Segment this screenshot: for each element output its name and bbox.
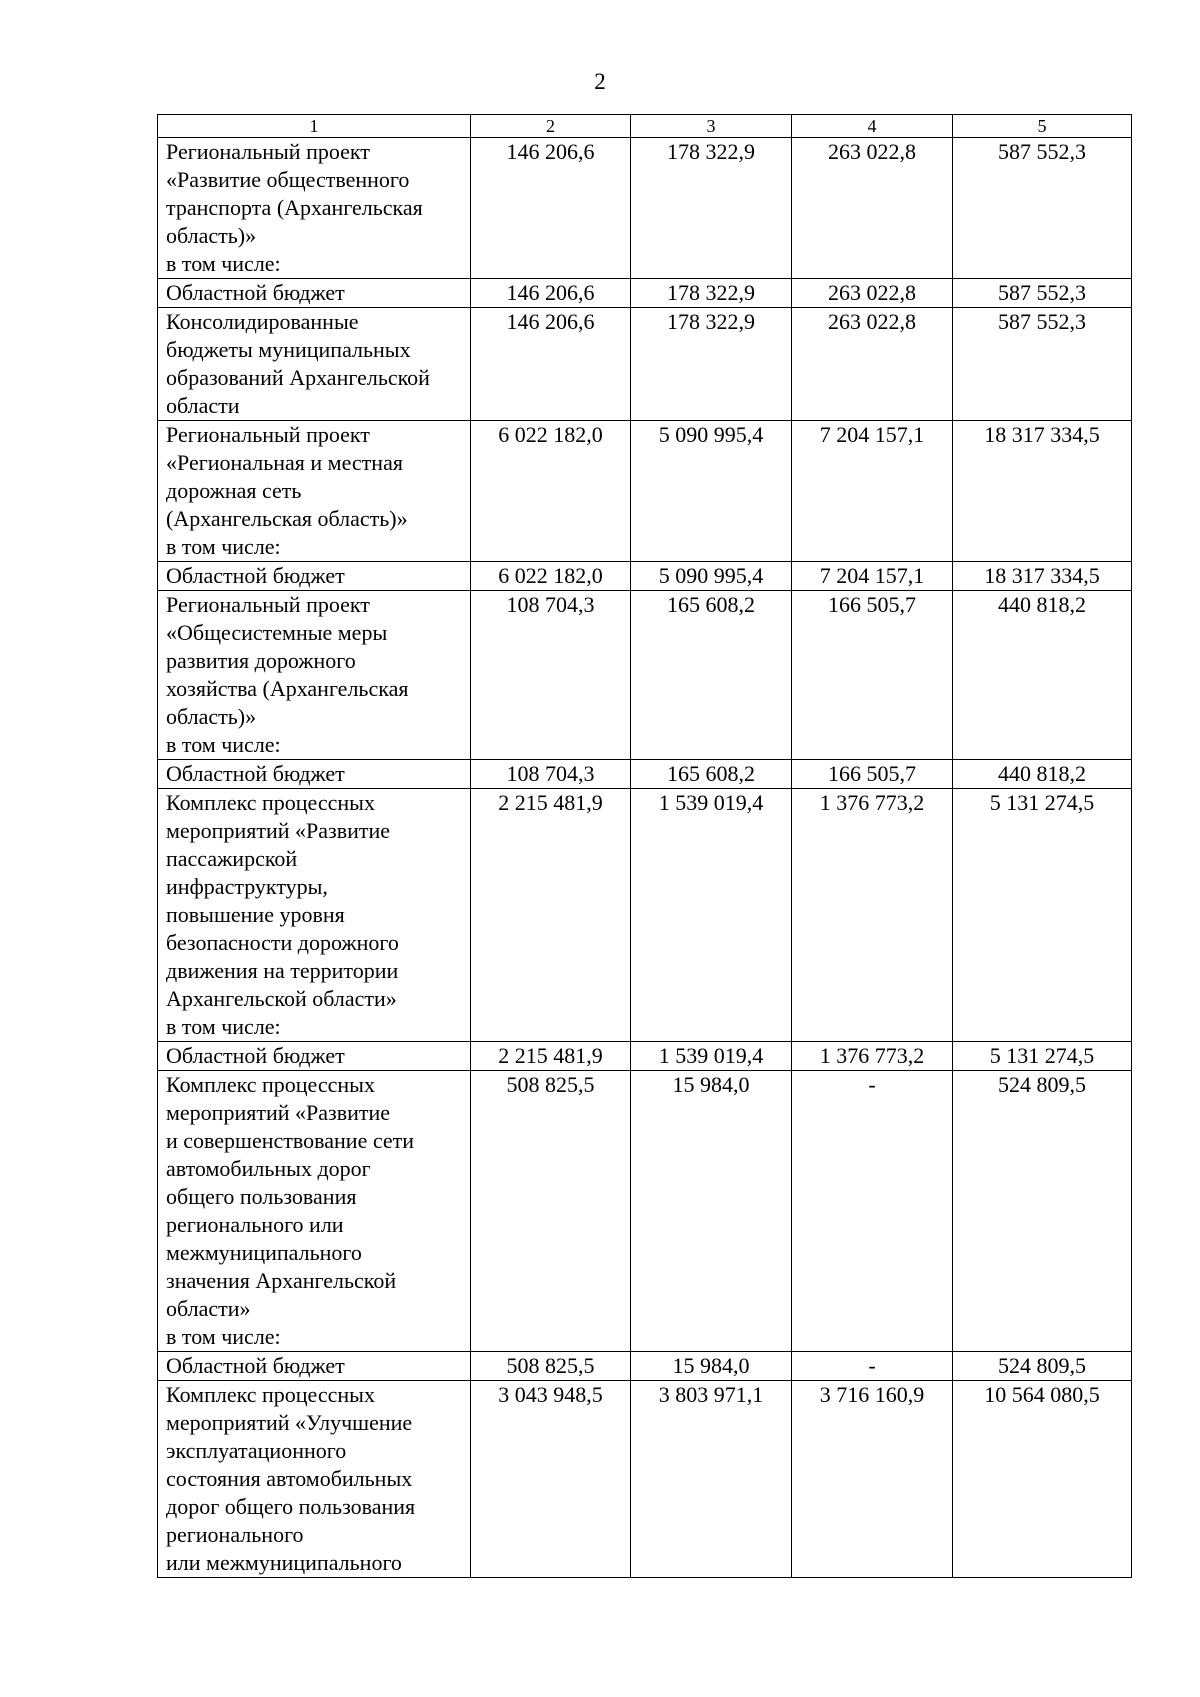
row-name-line: регионального или [166,1212,344,1237]
value-cell: 178 322,9 [631,279,792,308]
table-row [158,138,1132,279]
row-name-line: в том числе: [166,732,281,757]
column-header: 4 [792,115,953,138]
row-name-cell [158,789,471,1042]
table-row [158,308,1132,421]
row-name-line: и совершенствование сети [166,1128,415,1153]
budget-table [157,114,1132,1578]
table-row [158,279,1132,308]
value-cell: 3 716 160,9 [792,1381,953,1578]
value-cell: 1 539 019,4 [631,1042,792,1071]
row-name-line: пассажирской [166,846,298,871]
row-name-line: повышение уровня [166,902,345,927]
value-cell: 166 505,7 [792,760,953,789]
row-name-line: развития дорожного [166,648,356,673]
row-name-line: области [166,393,240,418]
table-row [158,760,1132,789]
value-cell: 18 317 334,5 [953,421,1132,562]
row-name-line: Областной бюджет [166,1043,345,1068]
value-cell: 5 131 274,5 [953,1042,1132,1071]
row-name-line: инфраструктуры, [166,874,328,899]
value-cell: 524 809,5 [953,1352,1132,1381]
table-row [158,562,1132,591]
row-name-cell [158,562,471,591]
value-cell: 6 022 182,0 [471,421,631,562]
value-cell: 165 608,2 [631,760,792,789]
row-name-line: мероприятий «Развитие [166,818,391,843]
value-cell: 263 022,8 [792,138,953,279]
row-name-line: или межмуниципального [166,1550,402,1575]
value-cell: 508 825,5 [471,1352,631,1381]
row-name-line: Региональный проект [166,592,370,617]
row-name-line: регионального [166,1522,304,1547]
row-name-line: автомобильных дорог [166,1156,371,1181]
table-row [158,1071,1132,1352]
header-row [158,115,1132,138]
column-header: 2 [471,115,631,138]
value-cell: 5 090 995,4 [631,562,792,591]
row-name-cell [158,1071,471,1352]
row-name-cell [158,1352,471,1381]
table-row [158,1352,1132,1381]
row-name-line: мероприятий «Развитие [166,1100,391,1125]
value-cell: 1 376 773,2 [792,789,953,1042]
row-name-cell [158,308,471,421]
value-cell: 440 818,2 [953,591,1132,760]
value-cell: 3 043 948,5 [471,1381,631,1578]
row-name-line: бюджеты муниципальных [166,337,411,362]
row-name-line: (Архангельская область)» [166,506,408,531]
row-name-line: Областной бюджет [166,761,345,786]
row-name-line: «Региональная и местная [166,450,403,475]
value-cell: 108 704,3 [471,591,631,760]
table-row [158,421,1132,562]
row-name-line: общего пользования [166,1184,357,1209]
column-header: 1 [158,115,471,138]
value-cell: 587 552,3 [953,279,1132,308]
row-name-line: в том числе: [166,1014,281,1039]
row-name-line: движения на территории [166,958,399,983]
value-cell: 587 552,3 [953,308,1132,421]
column-header: 5 [953,115,1132,138]
row-name-line: состояния автомобильных [166,1466,413,1491]
value-cell: 146 206,6 [471,279,631,308]
value-cell: 166 505,7 [792,591,953,760]
value-cell: 524 809,5 [953,1071,1132,1352]
value-cell: 7 204 157,1 [792,562,953,591]
row-name-line: область)» [166,223,257,248]
row-name-line: дорог общего пользования [166,1494,416,1519]
row-name-line: Областной бюджет [166,280,345,305]
table-body [158,138,1132,1578]
value-cell: 178 322,9 [631,308,792,421]
row-name-line: Комплекс процессных [166,1382,375,1407]
row-name-line: «Развитие общественного [166,167,410,192]
row-name-line: «Общесистемные меры [166,620,388,645]
row-name-line: дорожная сеть [166,478,302,503]
value-cell: 108 704,3 [471,760,631,789]
row-name-line: Областной бюджет [166,1353,345,1378]
value-cell: 7 204 157,1 [792,421,953,562]
value-cell: 5 090 995,4 [631,421,792,562]
row-name-line: в том числе: [166,251,281,276]
value-cell: 146 206,6 [471,138,631,279]
value-cell: 178 322,9 [631,138,792,279]
row-name-cell [158,138,471,279]
row-name-cell [158,760,471,789]
row-name-line: Региональный проект [166,139,370,164]
row-name-cell [158,591,471,760]
row-name-line: область)» [166,704,257,729]
value-cell: 508 825,5 [471,1071,631,1352]
table-row [158,591,1132,760]
value-cell: 3 803 971,1 [631,1381,792,1578]
value-cell: 2 215 481,9 [471,789,631,1042]
row-name-cell [158,1042,471,1071]
value-cell: 15 984,0 [631,1352,792,1381]
value-cell: 6 022 182,0 [471,562,631,591]
value-cell: 10 564 080,5 [953,1381,1132,1578]
row-name-line: в том числе: [166,534,281,559]
row-name-line: значения Архангельской [166,1268,397,1293]
value-cell: 587 552,3 [953,138,1132,279]
table-row [158,1042,1132,1071]
column-header: 3 [631,115,792,138]
row-name-line: Консолидированные [166,309,359,334]
page-number: 2 [594,69,606,94]
value-cell: 1 376 773,2 [792,1042,953,1071]
row-name-line: Региональный проект [166,422,370,447]
value-cell: 165 608,2 [631,591,792,760]
row-name-cell [158,1381,471,1578]
value-cell: 263 022,8 [792,308,953,421]
row-name-line: хозяйства (Архангельская [166,676,409,701]
value-cell: 15 984,0 [631,1071,792,1352]
row-name-line: в том числе: [166,1324,281,1349]
row-name-line: области» [166,1296,251,1321]
row-name-line: Областной бюджет [166,563,345,588]
row-name-line: образований Архангельской [166,365,430,390]
row-name-line: Архангельской области» [166,986,397,1011]
value-cell: 5 131 274,5 [953,789,1132,1042]
value-cell: 146 206,6 [471,308,631,421]
row-name-cell [158,421,471,562]
row-name-cell [158,279,471,308]
row-name-line: транспорта (Архангельская [166,195,423,220]
row-name-line: межмуниципального [166,1240,362,1265]
row-name-line: Комплекс процессных [166,1072,375,1097]
value-cell: 2 215 481,9 [471,1042,631,1071]
value-cell: - [792,1071,953,1352]
row-name-line: мероприятий «Улучшение [166,1410,413,1435]
table-row [158,789,1132,1042]
value-cell: - [792,1352,953,1381]
table-header [158,115,1132,138]
value-cell: 440 818,2 [953,760,1132,789]
row-name-line: эксплуатационного [166,1438,347,1463]
value-cell: 18 317 334,5 [953,562,1132,591]
table-row [158,1381,1132,1578]
value-cell: 263 022,8 [792,279,953,308]
value-cell: 1 539 019,4 [631,789,792,1042]
row-name-line: безопасности дорожного [166,930,399,955]
row-name-line: Комплекс процессных [166,790,375,815]
